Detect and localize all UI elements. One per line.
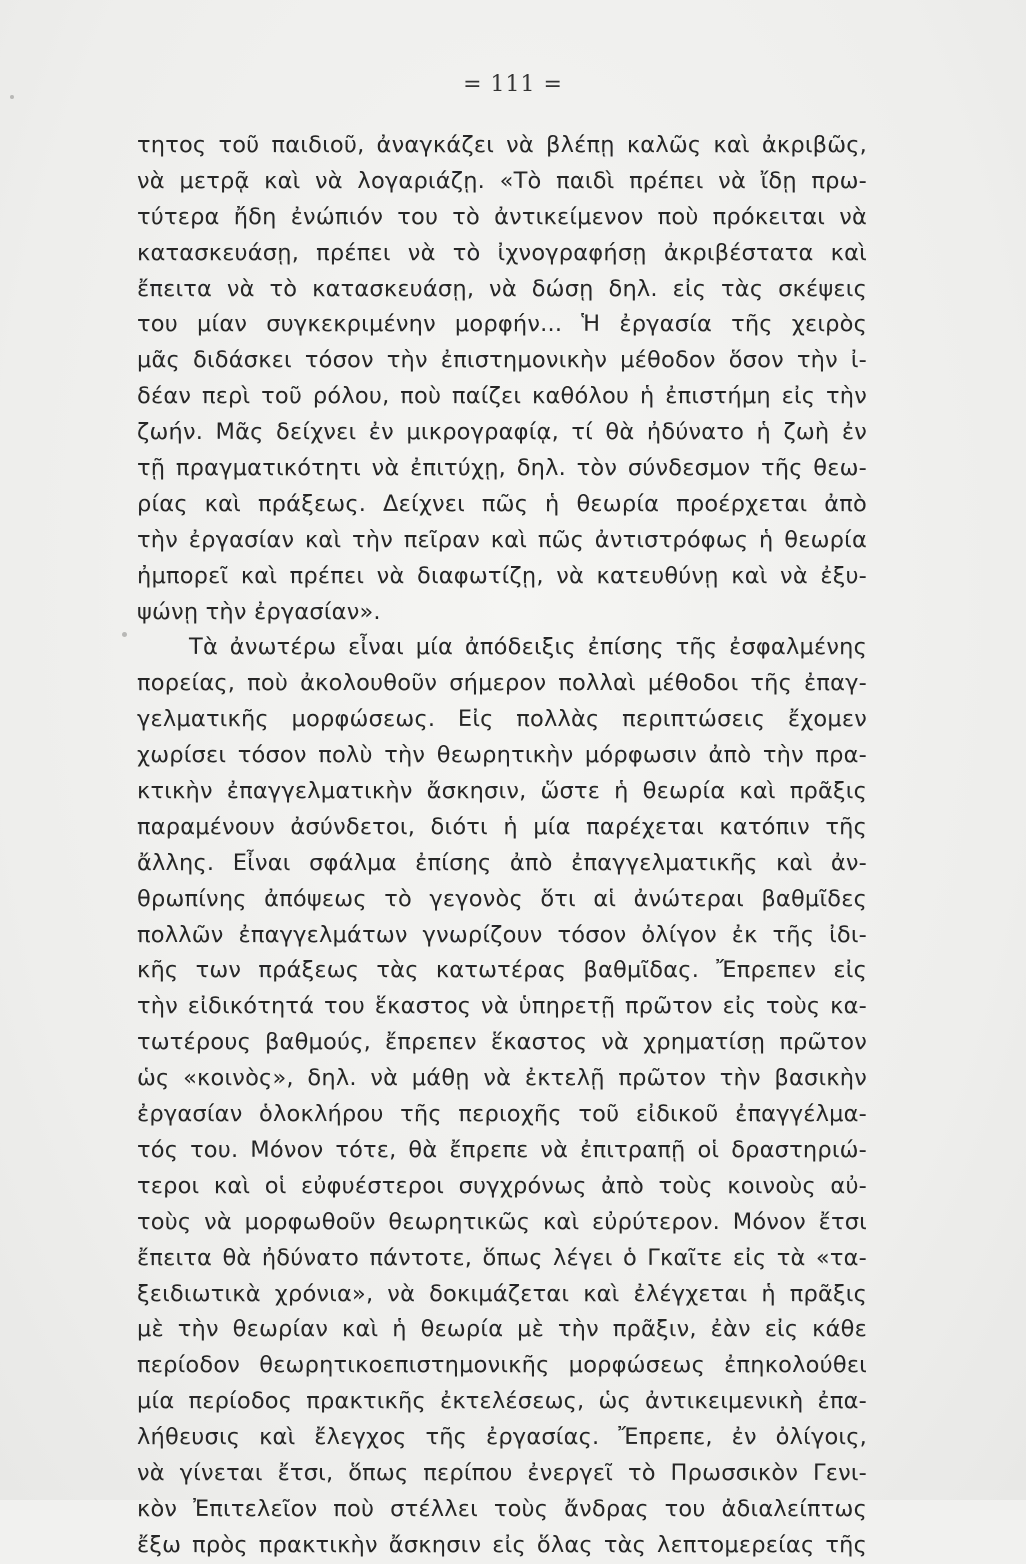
text-line: περίοδον θεωρητικοεπιστημονικῆς μορφώσεως ἐπηκολούθει <box>137 1352 867 1379</box>
text-line: τὴν ἐργασίαν καὶ τὴν πεῖραν καὶ πῶς ἀντιστρόφως ἡ θεωρία <box>137 526 867 553</box>
text-line: ἐργασίαν ὁλοκλήρου τῆς περιοχῆς τοῦ εἰδικοῦ ἐπαγγέλμα- <box>137 1101 867 1128</box>
text-line: νὰ μετρᾷ καὶ νὰ λογαριάζῃ. «Τὸ παιδὶ πρέπει νὰ ἴδῃ πρω- <box>137 167 867 194</box>
text-line: ἠμπορεῖ καὶ πρέπει νὰ διαφωτίζῃ, νὰ κατευθύνῃ καὶ νὰ ἐξυ- <box>137 562 867 589</box>
text-line: κτικὴν ἐπαγγελματικὴν ἄσκησιν, ὥστε ἡ θεωρία καὶ πρᾶξις <box>137 778 867 805</box>
text-line: ἄλλης. Εἶναι σφάλμα ἐπίσης ἀπὸ ἐπαγγελματικῆς καὶ ἀν- <box>137 849 867 876</box>
body-text <box>137 128 867 1564</box>
text-line: κατασκευάσῃ, πρέπει νὰ τὸ ἰχνογραφήσῃ ἀκριβέστατα καὶ <box>137 239 867 266</box>
text-line: ψώνῃ τὴν ἐργασίαν». <box>137 598 381 625</box>
text-line: τεροι καὶ οἱ εὐφυέστεροι συγχρόνως ἀπὸ τοὺς κοινοὺς αὐ- <box>137 1172 867 1199</box>
text-line: τοὺς νὰ μορφωθοῦν θεωρητικῶς καὶ εὐρύτερον. Μόνον ἔτσι <box>137 1208 867 1235</box>
text-line: Τὰ ἀνωτέρω εἶναι μία ἀπόδειξις ἐπίσης τῆς ἐσφαλμένης <box>189 634 867 661</box>
text-line: τῇ πραγματικότητι νὰ ἐπιτύχῃ, δηλ. τὸν σύνδεσμον τῆς θεω- <box>137 455 867 482</box>
text-line: ἔπειτα νὰ τὸ κατασκευάσῃ, νὰ δώσῃ δηλ. εἰς τὰς σκέψεις <box>137 275 867 302</box>
text-line: πορείας, ποὺ ἀκολουθοῦν σήμερον πολλαὶ μέθοδοι τῆς ἐπαγ- <box>137 670 867 697</box>
text-line: τωτέρους βαθμούς, ἔπρεπεν ἕκαστος νὰ χρηματίσῃ πρῶτον <box>137 1029 867 1056</box>
text-line: τός του. Μόνον τότε, θὰ ἔπρεπε νὰ ἐπιτραπῇ οἱ δραστηριώ- <box>137 1136 867 1163</box>
text-line: ἔξω πρὸς πρακτικὴν ἄσκησιν εἰς ὅλας τὰς λεπτομερείας τῆς <box>137 1531 867 1558</box>
text-line: ξειδιωτικὰ χρόνια», νὰ δοκιμάζεται καὶ ἐλέγχεται ἡ πρᾶξις <box>137 1280 867 1307</box>
text-line: δέαν περὶ τοῦ ρόλου, ποὺ παίζει καθόλου ἡ ἐπιστήμη εἰς τὴν <box>137 383 867 410</box>
text-line: ρίας καὶ πράξεως. Δείχνει πῶς ἡ θεωρία προέρχεται ἀπὸ <box>137 490 867 517</box>
text-line: ζωήν. Μᾶς δείχνει ἐν μικρογραφίᾳ, τί θὰ ἠδύνατο ἡ ζωὴ ἐν <box>137 419 867 446</box>
paper-speck <box>122 632 127 637</box>
text-line: μᾶς διδάσκει τόσον τὴν ἐπιστημονικὴν μέθοδον ὅσον τὴν ἰ- <box>137 347 867 374</box>
text-line: νὰ γίνεται ἔτσι, ὅπως περίπου ἐνεργεῖ τὸ Πρωσσικὸν Γενι- <box>137 1459 867 1486</box>
text-line: τητος τοῦ παιδιοῦ, ἀναγκάζει νὰ βλέπῃ καλῶς καὶ ἀκριβῶς, <box>137 132 867 158</box>
text-line: χωρίσει τόσον πολὺ τὴν θεωρητικὴν μόρφωσιν ἀπὸ τὴν πρα- <box>137 742 867 769</box>
text-line: ἔπειτα θὰ ἠδύνατο πάντοτε, ὅπως λέγει ὁ Γκαῖτε εἰς τὰ «τα- <box>137 1244 867 1271</box>
text-line: γελματικῆς μορφώσεως. Εἰς πολλὰς περιπτώσεις ἔχομεν <box>137 706 867 733</box>
text-line: τὴν εἰδικότητά του ἕκαστος νὰ ὑπηρετῇ πρῶτον εἰς τοὺς κα- <box>137 993 867 1020</box>
page-number: = 111 = <box>463 72 563 97</box>
text-line: κῆς των πράξεως τὰς κατωτέρας βαθμῖδας. Ἔπρεπεν εἰς <box>137 957 867 984</box>
text-line: λήθευσις καὶ ἔλεγχος τῆς ἐργασίας. Ἔπρεπε, ἐν ὀλίγοις, <box>137 1424 867 1451</box>
text-line: ὡς «κοινὸς», δηλ. νὰ μάθῃ νὰ ἐκτελῇ πρῶτον τὴν βασικὴν <box>137 1065 867 1092</box>
text-line: μὲ τὴν θεωρίαν καὶ ἡ θεωρία μὲ τὴν πρᾶξιν, ἐὰν εἰς κάθε <box>137 1316 867 1343</box>
text-line: τύτερα ἤδη ἐνώπιόν του τὸ ἀντικείμενον ποὺ πρόκειται νὰ <box>137 203 867 230</box>
text-line: του μίαν συγκεκριμένην μορφήν... Ἡ ἐργασία τῆς χειρὸς <box>137 311 867 338</box>
text-line: παραμένουν ἀσύνδετοι, διότι ἡ μία παρέχεται κατόπιν τῆς <box>137 813 867 840</box>
text-line: θρωπίνης ἀπόψεως τὸ γεγονὸς ὅτι αἱ ἀνώτεραι βαθμῖδες <box>137 885 867 912</box>
text-line: μία περίοδος πρακτικῆς ἐκτελέσεως, ὡς ἀντικειμενικὴ ἐπα- <box>137 1388 867 1415</box>
text-line: πολλῶν ἐπαγγελμάτων γνωρίζουν τόσον ὀλίγον ἐκ τῆς ἰδι- <box>137 921 867 948</box>
text-line: κὸν Ἐπιτελεῖον ποὺ στέλλει τοὺς ἄνδρας του ἀδιαλείπτως <box>137 1495 867 1522</box>
